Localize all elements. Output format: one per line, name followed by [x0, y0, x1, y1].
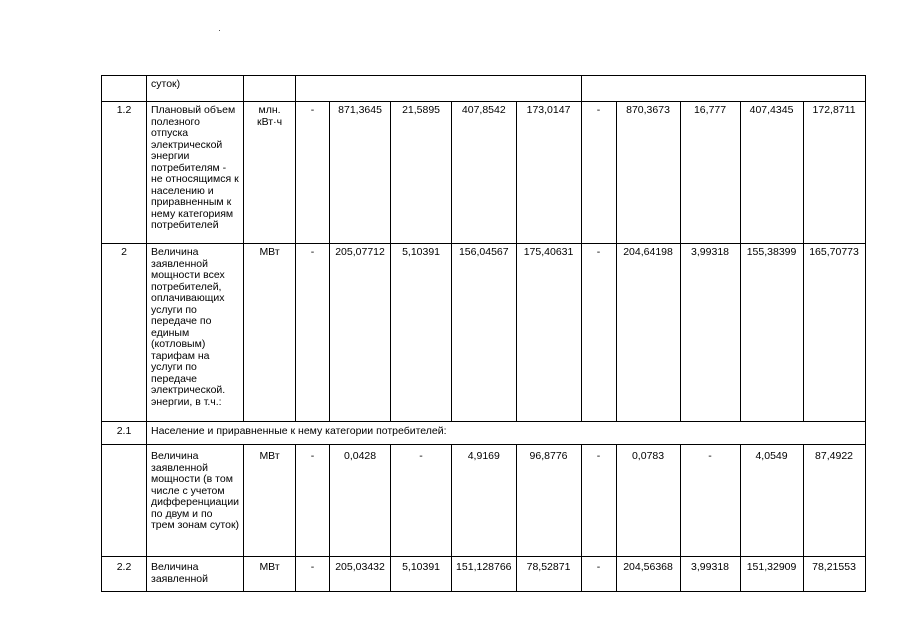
unit-cell [244, 76, 296, 102]
group-a-cell [296, 76, 581, 102]
value-cell: 3,99318 [680, 244, 740, 422]
value-cell: 0,0428 [330, 445, 391, 557]
table-row [102, 557, 866, 592]
value-cell: 4,9169 [452, 445, 516, 557]
value-cell: 4,0549 [740, 445, 803, 557]
value-cell: 3,99318 [680, 557, 740, 592]
table-row [102, 445, 866, 557]
value-cell: 16,777 [680, 102, 740, 244]
value-cell: 78,52871 [516, 557, 581, 592]
value-cell: 155,38399 [740, 244, 803, 422]
value-cell: 204,64198 [616, 244, 680, 422]
value-cell: - [391, 445, 452, 557]
value-cell: - [680, 445, 740, 557]
value-cell: 175,40631 [516, 244, 581, 422]
value-cell: - [296, 102, 330, 244]
value-cell: 0,0783 [616, 445, 680, 557]
value-cell: 407,4345 [740, 102, 803, 244]
value-cell: - [581, 557, 616, 592]
value-cell: 870,3673 [616, 102, 680, 244]
value-cell: 151,32909 [740, 557, 803, 592]
scan-speck [219, 30, 220, 31]
unit-cell: млн. кВт·ч [244, 102, 296, 244]
unit-cell: МВт [244, 445, 296, 557]
value-cell: - [581, 102, 616, 244]
section-heading-cell: Население и приравненные к нему категории потребителей: [147, 422, 866, 445]
table-row [102, 244, 866, 422]
group-b-cell [581, 76, 865, 102]
row-number-cell: 2.2 [102, 557, 147, 592]
value-cell: 78,21553 [803, 557, 865, 592]
row-name-cell: Плановый объем полезного отпуска электрической энергии потребителям - не относящимся к населению и приравненным к нему категориям потребителей [147, 102, 244, 244]
value-cell: 156,04567 [452, 244, 516, 422]
value-cell: - [296, 244, 330, 422]
value-cell: 205,03432 [330, 557, 391, 592]
row-number-cell [102, 445, 147, 557]
row-name-cell: Величина заявленной мощности (в том числе с учетом дифференциации по двум и по трем зонам суток) [147, 445, 244, 557]
tariff-table [101, 75, 866, 592]
value-cell: 407,8542 [452, 102, 516, 244]
section-row [102, 422, 866, 445]
table-row [102, 102, 866, 244]
value-cell: 871,3645 [330, 102, 391, 244]
row-name-cell: Величина заявленной мощности всех потребителей, оплачивающих услуги по передаче по единым (котловым) тарифам на услуги по передаче электрической. энергии, в т.ч.: [147, 244, 244, 422]
value-cell: 205,07712 [330, 244, 391, 422]
row-name-cell: Величина заявленной [147, 557, 244, 592]
row-number-cell: 2.1 [102, 422, 147, 445]
value-cell: - [581, 244, 616, 422]
value-cell: 173,0147 [516, 102, 581, 244]
row-number-cell: 2 [102, 244, 147, 422]
value-cell: 21,5895 [391, 102, 452, 244]
value-cell: 96,8776 [516, 445, 581, 557]
value-cell: 151,128766 [452, 557, 516, 592]
row-number-cell [102, 76, 147, 102]
value-cell: 5,10391 [391, 557, 452, 592]
row-number-cell: 1.2 [102, 102, 147, 244]
value-cell: - [581, 445, 616, 557]
value-cell: 204,56368 [616, 557, 680, 592]
value-cell: 87,4922 [803, 445, 865, 557]
row-name-cell: суток) [147, 76, 244, 102]
value-cell: - [296, 557, 330, 592]
table-row [102, 76, 866, 102]
unit-cell: МВт [244, 557, 296, 592]
value-cell: - [296, 445, 330, 557]
value-cell: 5,10391 [391, 244, 452, 422]
value-cell: 165,70773 [803, 244, 865, 422]
value-cell: 172,8711 [803, 102, 865, 244]
unit-cell: МВт [244, 244, 296, 422]
